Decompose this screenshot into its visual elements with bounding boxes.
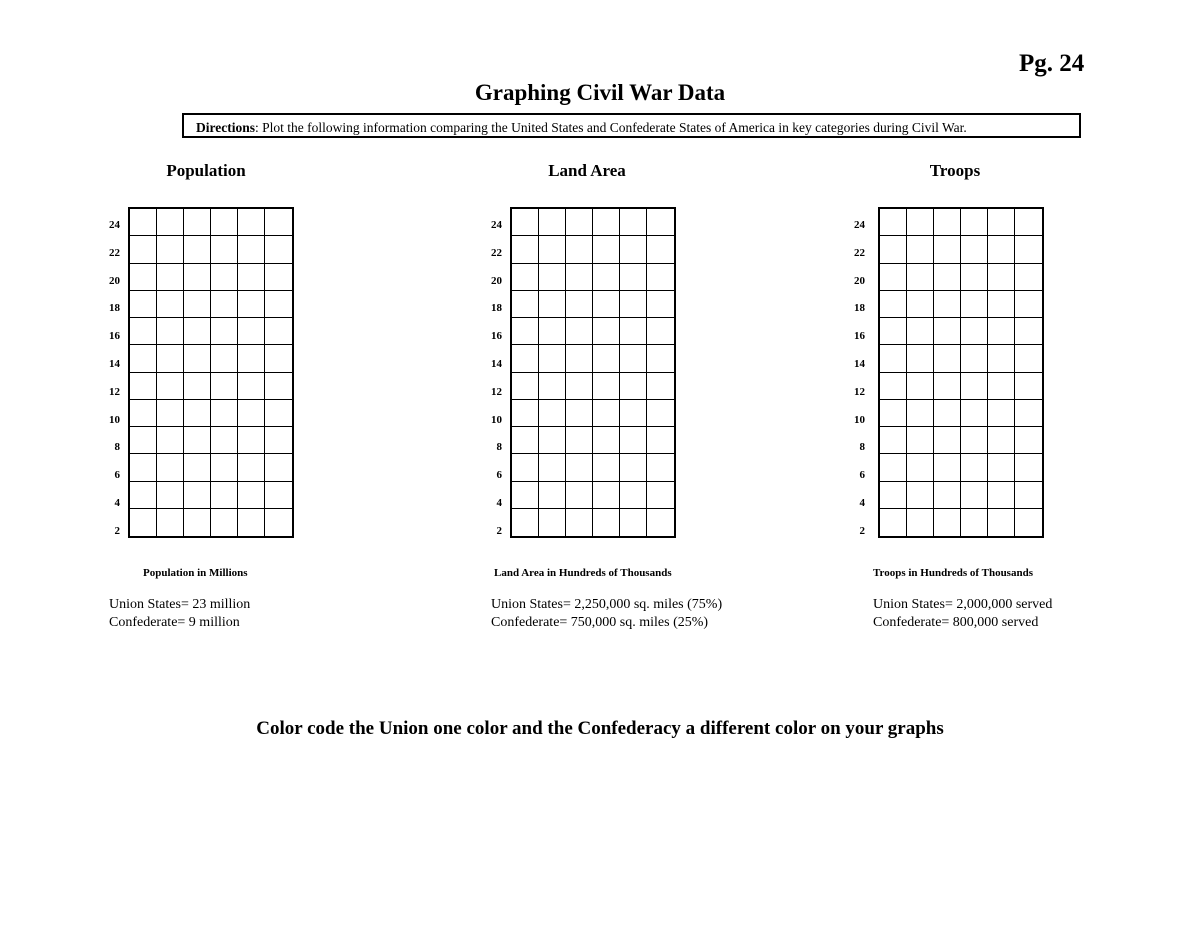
grid-cell[interactable] bbox=[961, 454, 988, 481]
y-tick-label: 4 bbox=[114, 497, 120, 509]
grid-cell[interactable] bbox=[265, 454, 292, 481]
grid-cell[interactable] bbox=[880, 427, 907, 454]
grid-cell[interactable] bbox=[1015, 427, 1042, 454]
page-number: Pg. 24 bbox=[1019, 50, 1085, 77]
grid-cell[interactable] bbox=[157, 236, 184, 263]
union-value: Union States= 2,250,000 sq. miles (75%) bbox=[491, 597, 723, 612]
grid-cell[interactable] bbox=[1015, 345, 1042, 372]
grid-cell[interactable] bbox=[512, 400, 539, 427]
grid-cell[interactable] bbox=[620, 209, 647, 236]
grid-cell[interactable] bbox=[184, 482, 211, 509]
grid-cell[interactable] bbox=[880, 509, 907, 536]
grid-cell[interactable] bbox=[647, 264, 674, 291]
y-tick-label: 22 bbox=[491, 246, 502, 259]
grid-cell[interactable] bbox=[238, 345, 265, 372]
grid-cell[interactable] bbox=[184, 400, 211, 427]
grid-cell[interactable] bbox=[593, 264, 620, 291]
grid-cell[interactable] bbox=[961, 236, 988, 263]
grid-cell[interactable] bbox=[566, 373, 593, 400]
y-tick-label: 10 bbox=[109, 413, 120, 426]
grid-cell[interactable] bbox=[157, 209, 184, 236]
directions-label: Directions bbox=[196, 120, 255, 135]
grid-cell[interactable] bbox=[593, 345, 620, 372]
grid-cell[interactable] bbox=[907, 427, 934, 454]
y-tick-label: 14 bbox=[854, 358, 865, 370]
y-tick-label: 16 bbox=[109, 330, 120, 343]
grid-cell[interactable] bbox=[184, 291, 211, 318]
y-tick-label: 12 bbox=[491, 385, 502, 398]
y-tick-label: 6 bbox=[114, 469, 120, 482]
y-tick-label: 12 bbox=[854, 385, 865, 398]
grid-cell[interactable] bbox=[934, 482, 961, 509]
grid-cell[interactable] bbox=[157, 454, 184, 481]
grid-cell[interactable] bbox=[265, 400, 292, 427]
grid-cell[interactable] bbox=[512, 318, 539, 345]
grid-cell[interactable] bbox=[238, 209, 265, 236]
grid-cell[interactable] bbox=[539, 209, 566, 236]
y-tick-label: 16 bbox=[854, 330, 865, 343]
grid-cell[interactable] bbox=[539, 291, 566, 318]
grid-cell[interactable] bbox=[539, 454, 566, 481]
grid-cell[interactable] bbox=[512, 236, 539, 263]
union-value: Union States= 23 million bbox=[109, 597, 251, 612]
y-tick-label: 2 bbox=[114, 524, 120, 537]
grid-cell[interactable] bbox=[880, 400, 907, 427]
grid-cell[interactable] bbox=[211, 373, 238, 400]
grid-cell[interactable] bbox=[620, 373, 647, 400]
grid-cell[interactable] bbox=[1015, 209, 1042, 236]
grid-cell[interactable] bbox=[130, 318, 157, 345]
grid-cell[interactable] bbox=[647, 427, 674, 454]
directions-text: : Plot the following information comparing the United States and Confederate States of America in key categories during Civil War. bbox=[255, 120, 967, 135]
grid-cell[interactable] bbox=[211, 345, 238, 372]
y-tick-label: 10 bbox=[854, 413, 865, 426]
y-tick-label: 20 bbox=[491, 274, 502, 287]
grid-cell[interactable] bbox=[566, 264, 593, 291]
grid-cell[interactable] bbox=[593, 373, 620, 400]
grid-cell[interactable] bbox=[184, 236, 211, 263]
axis-caption: Population in Millions bbox=[143, 567, 248, 579]
grid-cell[interactable] bbox=[130, 291, 157, 318]
grid-cell[interactable] bbox=[961, 427, 988, 454]
y-tick-label: 2 bbox=[859, 524, 865, 537]
grid-cell[interactable] bbox=[988, 264, 1015, 291]
grid-cell[interactable] bbox=[130, 345, 157, 372]
grid-cell[interactable] bbox=[157, 400, 184, 427]
grid-cell[interactable] bbox=[130, 482, 157, 509]
grid-cell[interactable] bbox=[934, 264, 961, 291]
grid-cell[interactable] bbox=[1015, 373, 1042, 400]
axis-caption: Land Area in Hundreds of Thousands bbox=[494, 567, 672, 579]
y-tick-label: 14 bbox=[109, 358, 120, 370]
grid-cell[interactable] bbox=[647, 509, 674, 536]
grid-cell[interactable] bbox=[157, 427, 184, 454]
axis-caption: Troops in Hundreds of Thousands bbox=[873, 567, 1033, 579]
grid-cell[interactable] bbox=[184, 345, 211, 372]
grid-cell[interactable] bbox=[512, 373, 539, 400]
grid-cell[interactable] bbox=[539, 236, 566, 263]
grid-cell[interactable] bbox=[265, 236, 292, 263]
y-tick-label: 12 bbox=[109, 385, 120, 398]
grid-cell[interactable] bbox=[566, 454, 593, 481]
grid-cell[interactable] bbox=[566, 209, 593, 236]
y-tick-label: 8 bbox=[114, 441, 120, 454]
grid-cell[interactable] bbox=[184, 318, 211, 345]
y-tick-label: 20 bbox=[854, 274, 865, 287]
grid-cell[interactable] bbox=[880, 291, 907, 318]
color-instruction: Color code the Union one color and the Confederacy a different color on your graphs bbox=[256, 718, 944, 739]
grid-cell[interactable] bbox=[539, 345, 566, 372]
y-tick-label: 18 bbox=[854, 302, 865, 315]
grid-cell[interactable] bbox=[130, 454, 157, 481]
grid-cell[interactable] bbox=[934, 318, 961, 345]
grid-cell[interactable] bbox=[988, 400, 1015, 427]
grid-cell[interactable] bbox=[1015, 509, 1042, 536]
grid-cell[interactable] bbox=[907, 264, 934, 291]
grid-cell[interactable] bbox=[593, 318, 620, 345]
grid-cell[interactable] bbox=[211, 509, 238, 536]
grid-cell[interactable] bbox=[184, 454, 211, 481]
grid-cell[interactable] bbox=[211, 209, 238, 236]
y-tick-label: 4 bbox=[496, 497, 502, 509]
grid-cell[interactable] bbox=[593, 427, 620, 454]
y-tick-label: 24 bbox=[854, 219, 865, 231]
grid-cell[interactable] bbox=[211, 454, 238, 481]
grid-cell[interactable] bbox=[934, 400, 961, 427]
grid-cell[interactable] bbox=[647, 482, 674, 509]
grid-cell[interactable] bbox=[157, 509, 184, 536]
grid-cell[interactable] bbox=[988, 345, 1015, 372]
grid-cell[interactable] bbox=[566, 345, 593, 372]
grid-cell[interactable] bbox=[566, 509, 593, 536]
grid-cell[interactable] bbox=[1015, 454, 1042, 481]
grid-cell[interactable] bbox=[539, 509, 566, 536]
grid-cell[interactable] bbox=[961, 264, 988, 291]
grid-cell[interactable] bbox=[265, 318, 292, 345]
grid-cell[interactable] bbox=[647, 291, 674, 318]
grid-cell[interactable] bbox=[130, 400, 157, 427]
grid-cell[interactable] bbox=[961, 209, 988, 236]
grid-cell[interactable] bbox=[961, 291, 988, 318]
y-tick-label: 18 bbox=[109, 302, 120, 315]
y-tick-label: 2 bbox=[496, 524, 502, 537]
grid-cell[interactable] bbox=[934, 454, 961, 481]
grid-cell[interactable] bbox=[880, 345, 907, 372]
grid-cell[interactable] bbox=[593, 236, 620, 263]
grid-cell[interactable] bbox=[265, 345, 292, 372]
grid-cell[interactable] bbox=[211, 264, 238, 291]
grid-cell[interactable] bbox=[512, 427, 539, 454]
grid-cell[interactable] bbox=[620, 482, 647, 509]
grid-cell[interactable] bbox=[647, 318, 674, 345]
grid-cell[interactable] bbox=[566, 482, 593, 509]
grid-cell[interactable] bbox=[907, 209, 934, 236]
grid-cell[interactable] bbox=[238, 236, 265, 263]
grid-cell[interactable] bbox=[934, 236, 961, 263]
grid-cell[interactable] bbox=[265, 509, 292, 536]
grid-cell[interactable] bbox=[593, 454, 620, 481]
grid-cell[interactable] bbox=[620, 400, 647, 427]
grid-cell[interactable] bbox=[265, 209, 292, 236]
confederate-value: Confederate= 750,000 sq. miles (25%) bbox=[491, 615, 709, 630]
blank-graph-grid[interactable] bbox=[878, 207, 1044, 538]
grid-cell[interactable] bbox=[934, 345, 961, 372]
grid-cell[interactable] bbox=[512, 264, 539, 291]
grid-cell[interactable] bbox=[512, 345, 539, 372]
grid-cell[interactable] bbox=[647, 454, 674, 481]
grid-cell[interactable] bbox=[211, 291, 238, 318]
grid-cell[interactable] bbox=[880, 209, 907, 236]
grid-cell[interactable] bbox=[184, 427, 211, 454]
grid-cell[interactable] bbox=[880, 454, 907, 481]
panel-title: Population bbox=[166, 161, 246, 180]
grid-cell[interactable] bbox=[934, 291, 961, 318]
grid-cell[interactable] bbox=[238, 482, 265, 509]
y-tick-label: 8 bbox=[496, 441, 502, 454]
y-tick-label: 8 bbox=[859, 441, 865, 454]
grid-cell[interactable] bbox=[961, 482, 988, 509]
grid-cell[interactable] bbox=[238, 400, 265, 427]
grid-cell[interactable] bbox=[184, 373, 211, 400]
y-tick-label: 6 bbox=[859, 469, 865, 482]
grid-cell[interactable] bbox=[647, 345, 674, 372]
y-tick-label: 16 bbox=[491, 330, 502, 343]
grid-cell[interactable] bbox=[647, 209, 674, 236]
grid-cell[interactable] bbox=[1015, 291, 1042, 318]
grid-cell[interactable] bbox=[512, 509, 539, 536]
grid-cell[interactable] bbox=[620, 345, 647, 372]
y-tick-label: 14 bbox=[491, 358, 502, 370]
union-value: Union States= 2,000,000 served bbox=[873, 597, 1053, 612]
grid-cell[interactable] bbox=[211, 236, 238, 263]
grid-cell[interactable] bbox=[566, 236, 593, 263]
grid-cell[interactable] bbox=[211, 427, 238, 454]
grid-cell[interactable] bbox=[211, 318, 238, 345]
confederate-value: Confederate= 800,000 served bbox=[873, 615, 1039, 630]
y-tick-label: 20 bbox=[109, 274, 120, 287]
grid-cell[interactable] bbox=[620, 236, 647, 263]
grid-cell[interactable] bbox=[961, 345, 988, 372]
grid-cell[interactable] bbox=[593, 209, 620, 236]
y-tick-label: 22 bbox=[854, 246, 865, 259]
directions-box bbox=[182, 113, 1081, 138]
grid-cell[interactable] bbox=[988, 482, 1015, 509]
grid-cell[interactable] bbox=[961, 509, 988, 536]
grid-cell[interactable] bbox=[620, 264, 647, 291]
grid-cell[interactable] bbox=[880, 373, 907, 400]
grid-cell[interactable] bbox=[647, 400, 674, 427]
grid-cell[interactable] bbox=[238, 509, 265, 536]
grid-cell[interactable] bbox=[620, 291, 647, 318]
grid-cell[interactable] bbox=[130, 427, 157, 454]
grid-cell[interactable] bbox=[988, 236, 1015, 263]
grid-cell[interactable] bbox=[907, 291, 934, 318]
grid-cell[interactable] bbox=[934, 373, 961, 400]
grid-cell[interactable] bbox=[539, 427, 566, 454]
grid-cell[interactable] bbox=[593, 400, 620, 427]
grid-cell[interactable] bbox=[238, 373, 265, 400]
grid-cell[interactable] bbox=[620, 454, 647, 481]
blank-graph-grid[interactable] bbox=[128, 207, 294, 538]
grid-cell[interactable] bbox=[238, 291, 265, 318]
grid-cell[interactable] bbox=[1015, 482, 1042, 509]
y-tick-label: 24 bbox=[109, 219, 120, 231]
page-title: Graphing Civil War Data bbox=[474, 80, 726, 105]
grid-cell[interactable] bbox=[988, 209, 1015, 236]
grid-cell[interactable] bbox=[593, 509, 620, 536]
grid-cell[interactable] bbox=[130, 236, 157, 263]
grid-cell[interactable] bbox=[880, 236, 907, 263]
y-tick-label: 18 bbox=[491, 302, 502, 315]
grid-cell[interactable] bbox=[238, 264, 265, 291]
grid-cell[interactable] bbox=[211, 482, 238, 509]
confederate-value: Confederate= 9 million bbox=[109, 615, 240, 630]
panel-title: Troops bbox=[929, 161, 981, 180]
grid-cell[interactable] bbox=[512, 482, 539, 509]
grid-cell[interactable] bbox=[512, 209, 539, 236]
grid-cell[interactable] bbox=[988, 454, 1015, 481]
grid-cell[interactable] bbox=[907, 454, 934, 481]
grid-cell[interactable] bbox=[907, 482, 934, 509]
grid-cell[interactable] bbox=[907, 236, 934, 263]
grid-cell[interactable] bbox=[211, 400, 238, 427]
grid-cell[interactable] bbox=[157, 291, 184, 318]
grid-cell[interactable] bbox=[961, 318, 988, 345]
grid-cell[interactable] bbox=[265, 264, 292, 291]
grid-cell[interactable] bbox=[988, 509, 1015, 536]
grid-cell[interactable] bbox=[907, 509, 934, 536]
grid-cell[interactable] bbox=[988, 373, 1015, 400]
grid-cell[interactable] bbox=[512, 454, 539, 481]
grid-cell[interactable] bbox=[157, 345, 184, 372]
grid-cell[interactable] bbox=[512, 291, 539, 318]
grid-cell[interactable] bbox=[647, 373, 674, 400]
panel-title: Land Area bbox=[548, 161, 626, 180]
grid-cell[interactable] bbox=[157, 482, 184, 509]
y-tick-label: 24 bbox=[491, 219, 502, 231]
grid-cell[interactable] bbox=[184, 264, 211, 291]
y-tick-label: 10 bbox=[491, 413, 502, 426]
y-tick-label: 4 bbox=[859, 497, 865, 509]
grid-cell[interactable] bbox=[988, 427, 1015, 454]
grid-cell[interactable] bbox=[566, 291, 593, 318]
grid-cell[interactable] bbox=[961, 400, 988, 427]
grid-cell[interactable] bbox=[880, 264, 907, 291]
y-tick-label: 22 bbox=[109, 246, 120, 259]
grid-cell[interactable] bbox=[593, 291, 620, 318]
grid-cell[interactable] bbox=[130, 373, 157, 400]
grid-cell[interactable] bbox=[988, 291, 1015, 318]
grid-cell[interactable] bbox=[130, 209, 157, 236]
grid-cell[interactable] bbox=[265, 373, 292, 400]
grid-cell[interactable] bbox=[238, 454, 265, 481]
grid-cell[interactable] bbox=[184, 209, 211, 236]
grid-cell[interactable] bbox=[934, 427, 961, 454]
grid-cell[interactable] bbox=[593, 482, 620, 509]
grid-cell[interactable] bbox=[238, 427, 265, 454]
grid-cell[interactable] bbox=[620, 318, 647, 345]
grid-cell[interactable] bbox=[907, 373, 934, 400]
grid-cell[interactable] bbox=[961, 373, 988, 400]
grid-cell[interactable] bbox=[566, 318, 593, 345]
y-tick-label: 6 bbox=[496, 469, 502, 482]
grid-cell[interactable] bbox=[620, 427, 647, 454]
grid-cell[interactable] bbox=[647, 236, 674, 263]
grid-cell[interactable] bbox=[539, 482, 566, 509]
grid-cell[interactable] bbox=[539, 373, 566, 400]
grid-cell[interactable] bbox=[566, 427, 593, 454]
grid-cell[interactable] bbox=[934, 209, 961, 236]
grid-cell[interactable] bbox=[184, 509, 211, 536]
grid-cell[interactable] bbox=[130, 509, 157, 536]
grid-cell[interactable] bbox=[566, 400, 593, 427]
grid-cell[interactable] bbox=[157, 373, 184, 400]
grid-cell[interactable] bbox=[130, 264, 157, 291]
grid-cell[interactable] bbox=[265, 482, 292, 509]
grid-cell[interactable] bbox=[157, 318, 184, 345]
grid-cell[interactable] bbox=[539, 400, 566, 427]
grid-cell[interactable] bbox=[1015, 400, 1042, 427]
blank-graph-grid[interactable] bbox=[510, 207, 676, 538]
grid-cell[interactable] bbox=[265, 291, 292, 318]
grid-cell[interactable] bbox=[907, 345, 934, 372]
grid-cell[interactable] bbox=[620, 509, 647, 536]
grid-cell[interactable] bbox=[934, 509, 961, 536]
grid-cell[interactable] bbox=[265, 427, 292, 454]
grid-cell[interactable] bbox=[157, 264, 184, 291]
grid-cell[interactable] bbox=[907, 318, 934, 345]
grid-cell[interactable] bbox=[539, 318, 566, 345]
grid-cell[interactable] bbox=[907, 400, 934, 427]
grid-cell[interactable] bbox=[880, 482, 907, 509]
grid-cell[interactable] bbox=[539, 264, 566, 291]
grid-cell[interactable] bbox=[238, 318, 265, 345]
grid-cell[interactable] bbox=[1015, 236, 1042, 263]
grid-cell[interactable] bbox=[880, 318, 907, 345]
grid-cell[interactable] bbox=[1015, 264, 1042, 291]
grid-cell[interactable] bbox=[1015, 318, 1042, 345]
grid-cell[interactable] bbox=[988, 318, 1015, 345]
